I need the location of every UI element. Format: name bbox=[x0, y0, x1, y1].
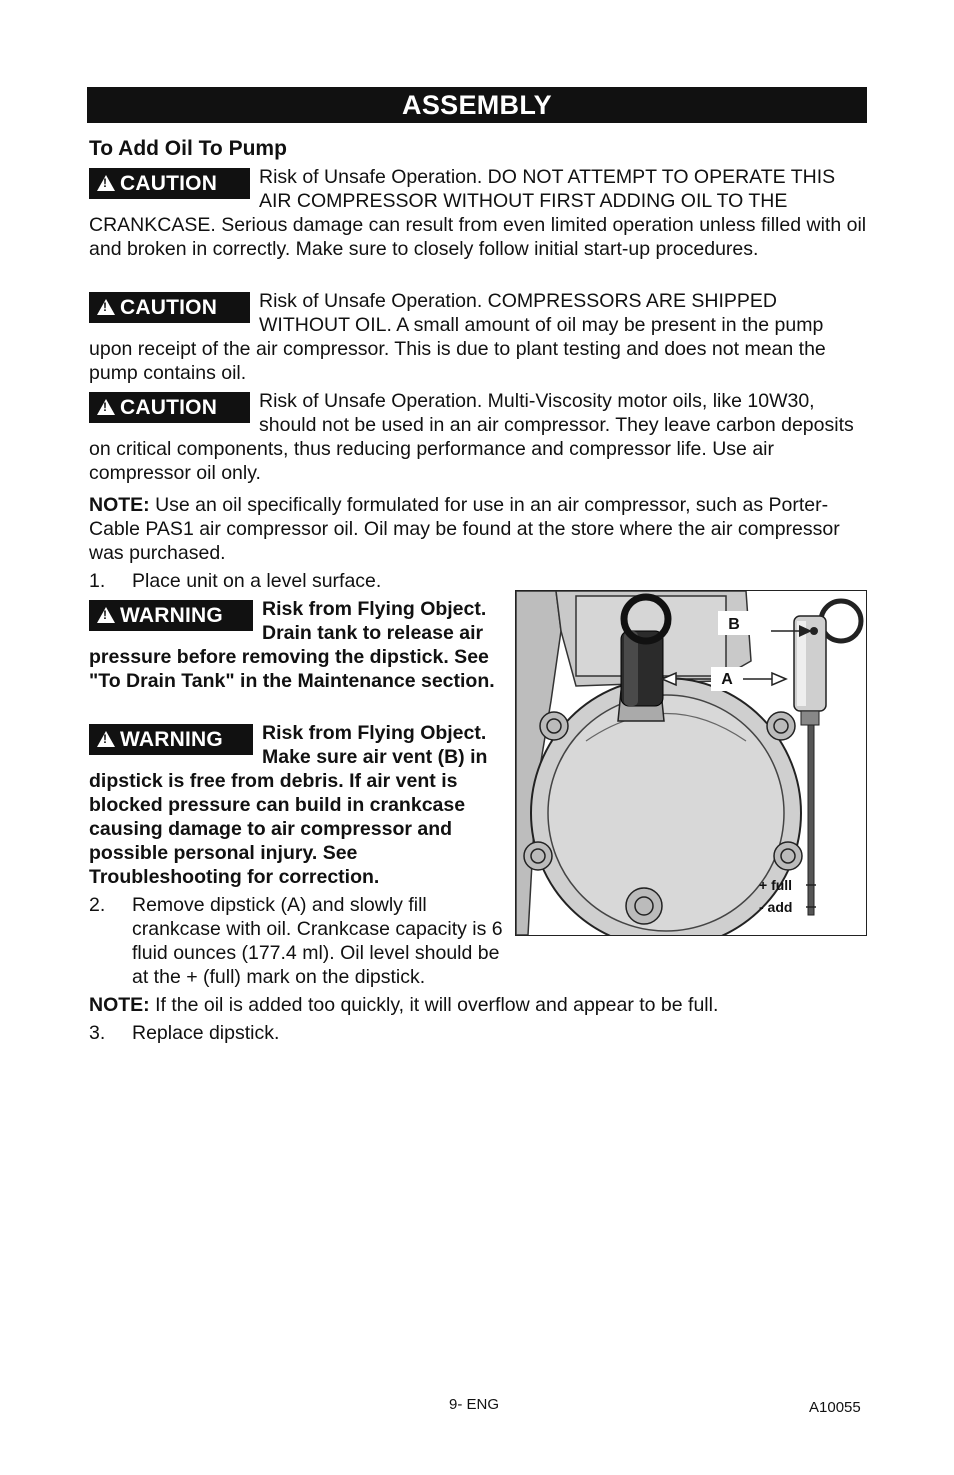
note-overflow bbox=[89, 993, 869, 1017]
alert-triangle-icon bbox=[97, 731, 115, 747]
step-text: Remove dipstick (A) and slowly fill crankcase with oil. Crankcase capacity is 6 fluid ounces (177.4 ml). Oil level should be at the + (full) mark on the dipstick. bbox=[132, 894, 503, 988]
caution-badge: ! CAUTION bbox=[89, 292, 250, 323]
step-number: 1. bbox=[89, 570, 106, 592]
caution-text: Risk of Unsafe Operation. Multi-Viscosity motor oils, like 10W30, should not be used in an air compressor. They leave carbon deposits on critical components, thus reducing performance and compressor life. Use air compressor oil only. bbox=[89, 390, 854, 484]
callout-b: B bbox=[728, 616, 740, 633]
dipstick-illustration bbox=[515, 590, 867, 936]
caution-block-3 bbox=[89, 389, 869, 485]
note-oil-type bbox=[89, 493, 864, 565]
step-number: 2. bbox=[89, 894, 106, 916]
full-mark-label: + full bbox=[759, 877, 793, 893]
caution-block-2 bbox=[89, 289, 869, 385]
alert-triangle-icon bbox=[97, 175, 115, 191]
note-label: NOTE: bbox=[89, 994, 150, 1016]
alert-triangle-icon bbox=[97, 299, 115, 315]
warning-text: Risk from Flying Object. Drain tank to release air pressure before removing the dipstick. See "To Drain Tank" in the Maintenance section. bbox=[89, 598, 495, 692]
step-3 bbox=[89, 1021, 509, 1045]
warning-text: Risk from Flying Object. Make sure air vent (B) in dipstick is free from debris. If air vent is blocked pressure can build in crankcase causing damage to air compressor and possible personal injury. See Troubleshooting for correction. bbox=[89, 722, 488, 888]
step-2 bbox=[89, 893, 569, 989]
warning-badge: ! WARNING bbox=[89, 724, 253, 755]
alert-triangle-icon bbox=[97, 399, 115, 415]
caution-block-1 bbox=[89, 165, 869, 261]
caution-badge: ! CAUTION bbox=[89, 392, 250, 423]
page-number: 9- ENG bbox=[449, 1396, 500, 1413]
step-text: Place unit on a level surface. bbox=[132, 570, 382, 592]
note-text: Use an oil specifically formulated for use in an air compressor, such as Porter-Cable PAS1 air compressor oil. Oil may be found at the store where the air compressor was purchased. bbox=[89, 494, 840, 564]
document-code: A10055 bbox=[809, 1399, 861, 1416]
warning-block-1 bbox=[89, 597, 513, 693]
pump-dipstick-drawing bbox=[516, 591, 866, 935]
step-1 bbox=[89, 569, 509, 593]
caution-badge: ! CAUTION bbox=[89, 168, 250, 199]
caution-text: Risk of Unsafe Operation. COMPRESSORS ARE SHIPPED WITHOUT OIL. A small amount of oil may be present in the pump upon receipt of the air compressor. This is due to plant testing and does not mean the pump contains oil. bbox=[89, 290, 826, 384]
callout-a: A bbox=[721, 671, 733, 688]
step-number: 3. bbox=[89, 1022, 106, 1044]
warning-badge: ! WARNING bbox=[89, 600, 253, 631]
warning-block-2 bbox=[89, 721, 513, 889]
step-text: Replace dipstick. bbox=[132, 1022, 280, 1044]
add-mark-label: - add bbox=[759, 899, 793, 915]
note-text: If the oil is added too quickly, it will overflow and appear to be full. bbox=[149, 994, 719, 1016]
section-banner: ASSEMBLY bbox=[87, 87, 867, 123]
alert-triangle-icon bbox=[97, 607, 115, 623]
subsection-heading: To Add Oil To Pump bbox=[89, 137, 287, 160]
note-label: NOTE: bbox=[89, 494, 150, 516]
caution-text: Risk of Unsafe Operation. DO NOT ATTEMPT TO OPERATE THIS AIR COMPRESSOR WITHOUT FIRST ADDING OIL TO THE CRANKCASE. Serious damage can result from even limited operation unless filled with oil and broken in correctly. Make sure to closely follow initial start-up procedures. bbox=[89, 166, 867, 260]
